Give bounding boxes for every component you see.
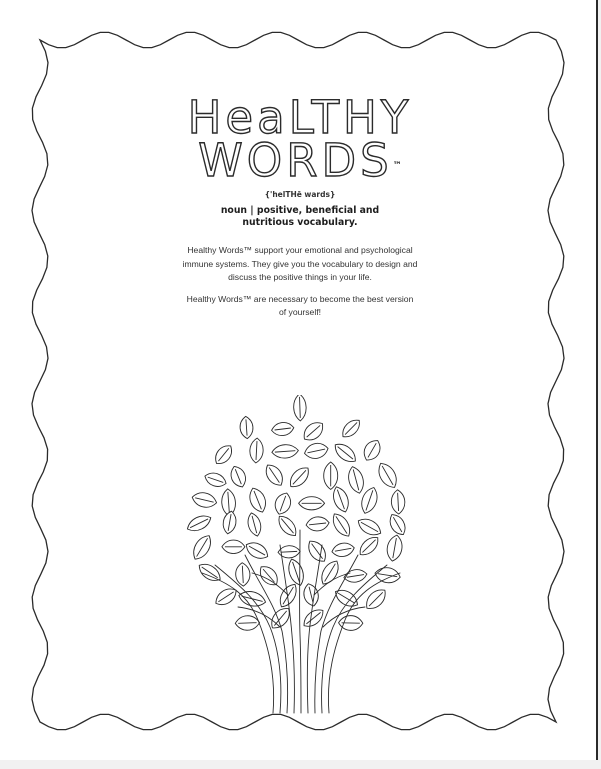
leaf-icon <box>324 462 338 489</box>
description-paragraph-2: Healthy Words™ are necessary to become the best version of yourself! <box>186 293 414 317</box>
text-block <box>150 91 450 320</box>
leaf-icon <box>356 533 382 559</box>
leaf-icon <box>299 497 325 510</box>
leaf-icon <box>329 510 354 539</box>
title-line-healthy: HeaLTHY <box>187 91 413 144</box>
title-words-text: WORDS <box>198 134 393 187</box>
leaf-icon <box>355 515 384 539</box>
trademark-symbol: ™ <box>392 161 402 171</box>
leaf-icon <box>285 557 306 587</box>
leaf-icon <box>293 395 306 421</box>
leaf-icon <box>301 582 320 608</box>
leaf-icon <box>286 464 313 491</box>
pronunciation: {'helTHē wards} <box>264 190 336 199</box>
leaf-icon <box>332 586 361 610</box>
leaf-icon <box>386 511 409 537</box>
leaf-icon <box>221 510 237 535</box>
leaf-icon <box>211 442 235 468</box>
leaf-icon <box>303 441 330 460</box>
leaf-icon <box>346 465 367 495</box>
leaf-icon <box>262 461 287 489</box>
leaf-icon <box>331 440 359 466</box>
leaf-icon <box>239 416 253 439</box>
leaf-icon <box>360 437 384 464</box>
leaf-icon <box>189 532 215 563</box>
leaf-icon <box>271 421 295 437</box>
leaf-icon <box>228 464 249 490</box>
leaf-icon <box>245 511 263 537</box>
leaf-icon <box>362 585 390 613</box>
leaf-icon <box>267 604 294 632</box>
leaf-icon <box>203 470 228 489</box>
leaf-icon <box>271 444 298 459</box>
leaf-icon <box>374 566 402 585</box>
leaf-icon <box>339 416 364 441</box>
leaf-icon <box>305 516 329 532</box>
leaf-icon <box>246 485 269 514</box>
leaf-icon <box>304 537 330 565</box>
leaf-icon <box>196 560 224 585</box>
leaf-icon <box>391 489 406 514</box>
leaf-icon <box>212 585 239 609</box>
leaf-icon <box>222 540 245 553</box>
leaf-icon <box>331 541 356 558</box>
leaf-icon <box>185 512 214 535</box>
page-title <box>150 91 450 187</box>
leaf-icon <box>272 490 294 516</box>
leaf-icon <box>235 615 260 630</box>
leaf-icon <box>385 534 404 562</box>
definition: noun | positive, beneficial and nutritious vocabulary. <box>220 205 380 228</box>
leaf-icon <box>317 558 342 588</box>
page-edge-rule <box>596 0 598 760</box>
description-paragraph-1: Healthy Words™ support your emotional and psychological immune systems. They give you the vocabulary to design and discuss the positive things in your life. <box>182 245 418 282</box>
leaf-icon <box>300 418 327 444</box>
leaf-icon <box>330 485 352 515</box>
tree-illustration-icon <box>160 395 440 715</box>
leaf-icon <box>235 562 250 586</box>
leaf-icon <box>374 460 401 491</box>
title-line-words <box>150 134 450 187</box>
leaf-icon <box>191 490 219 509</box>
leaf-icon <box>275 512 300 539</box>
leaf-icon <box>276 581 301 610</box>
leaf-icon <box>249 438 264 464</box>
